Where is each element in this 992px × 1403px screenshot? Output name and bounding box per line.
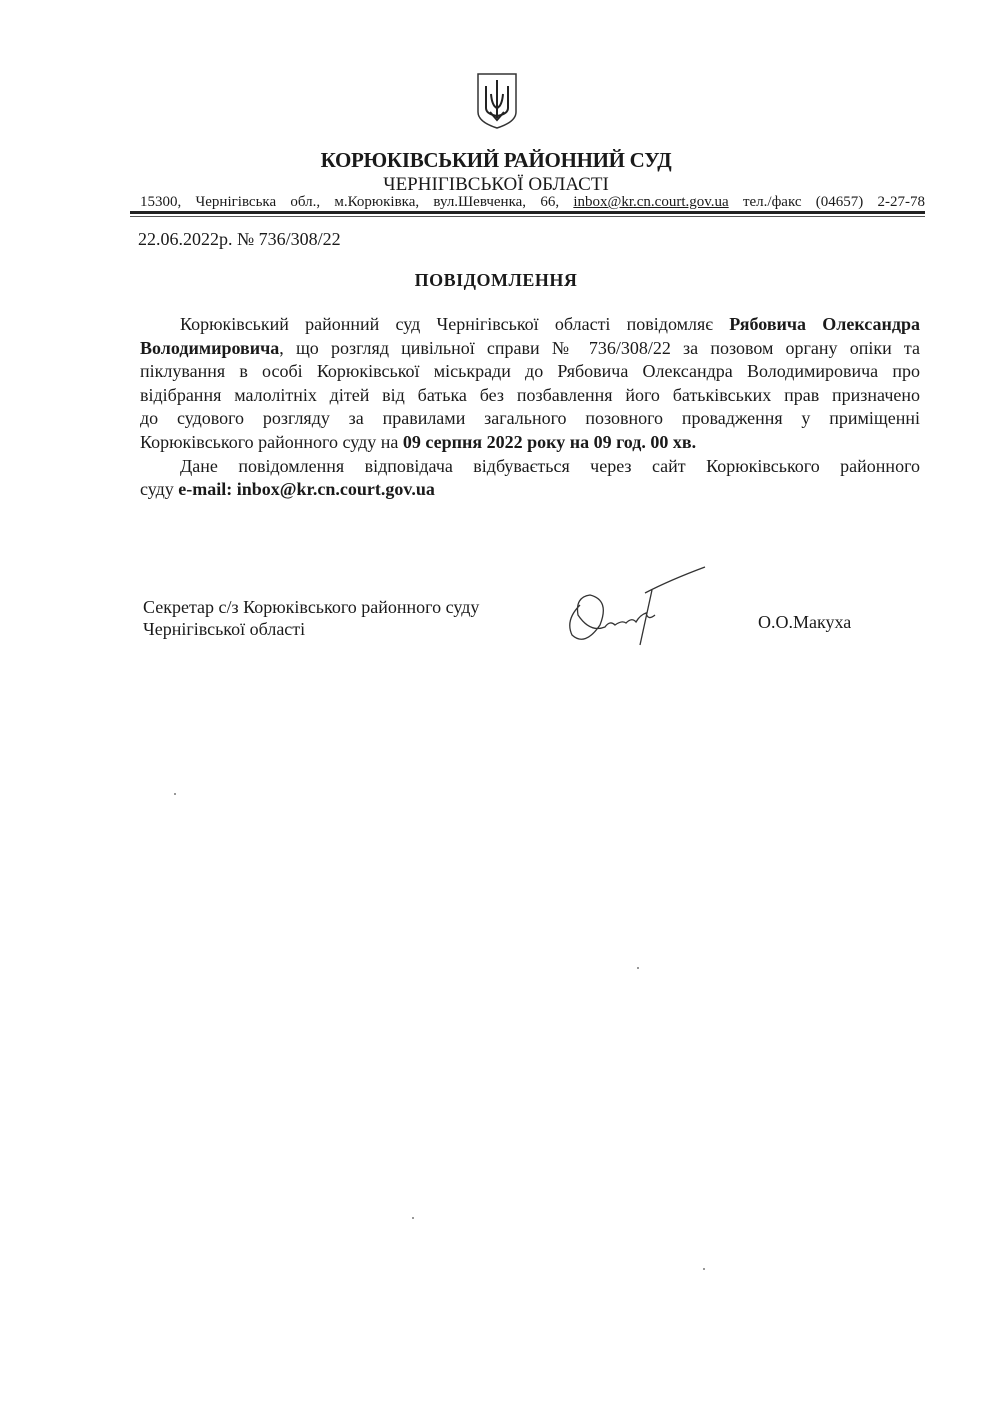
text: Корюківського районного суду на [140,432,403,452]
scan-speck [637,967,639,969]
defendant-name: Рябовича Олександра [729,314,920,334]
text: суду [140,479,179,499]
hearing-datetime: 09 серпня 2022 року на 09 год. 00 хв. [402,432,697,452]
scan-speck [174,793,176,795]
document-title: ПОВІДОМЛЕННЯ [414,270,578,290]
scan-speck [412,1217,414,1219]
court-address [140,194,925,211]
body-line: відібрання малолітніх дітей від батька без позбавлення його батьківських прав призначено [140,385,920,405]
scan-speck [703,1268,705,1270]
handwritten-signature [560,565,710,650]
signer-position-line: Чернігівської області [143,619,306,639]
text: Корюківський районний суд Чернігівської області повідомляє [180,314,730,334]
body-line [140,337,920,359]
contact-email: e-mail: inbox@kr.cn.court.gov.ua [178,479,435,499]
address-phone: тел./факс (04657) 2-27-78 [742,194,926,210]
header-rule-thin [130,216,925,217]
defendant-patronymic: Володимировича [140,338,280,358]
body-line: Дане повідомлення відповідача відбувається через сайт Корюківського районного [180,456,920,476]
body-line: до судового розгляду за правилами загального позовного провадження у приміщенні [140,408,920,428]
reference-number: 22.06.2022р. № 736/308/22 [138,229,341,249]
body-line [180,313,920,335]
body-line [140,431,920,453]
address-email: inbox@kr.cn.court.gov.ua [573,194,729,210]
body-line: піклування в особі Корюківської міськради до Рябовича Олександра Володимировича про [140,361,920,381]
header-rule [130,211,925,214]
coat-of-arms-icon [476,72,518,130]
text: , що розгляд цивільної справи № 736/308/22 за позовом органу опіки та [279,338,920,358]
court-name: КОРЮКІВСЬКИЙ РАЙОННИЙ СУД [320,148,672,172]
signer-position [143,596,479,640]
court-region: ЧЕРНІГІВСЬКОЇ ОБЛАСТІ [383,174,609,195]
signer-position-line: Секретар с/з Корюківського районного суду [143,597,480,617]
address-text: 15300, Чернігівська обл., м.Корюківка, вул.Шевченка, 66, [140,194,560,210]
body-line [140,478,920,500]
signer-name: О.О.Макуха [758,612,852,632]
